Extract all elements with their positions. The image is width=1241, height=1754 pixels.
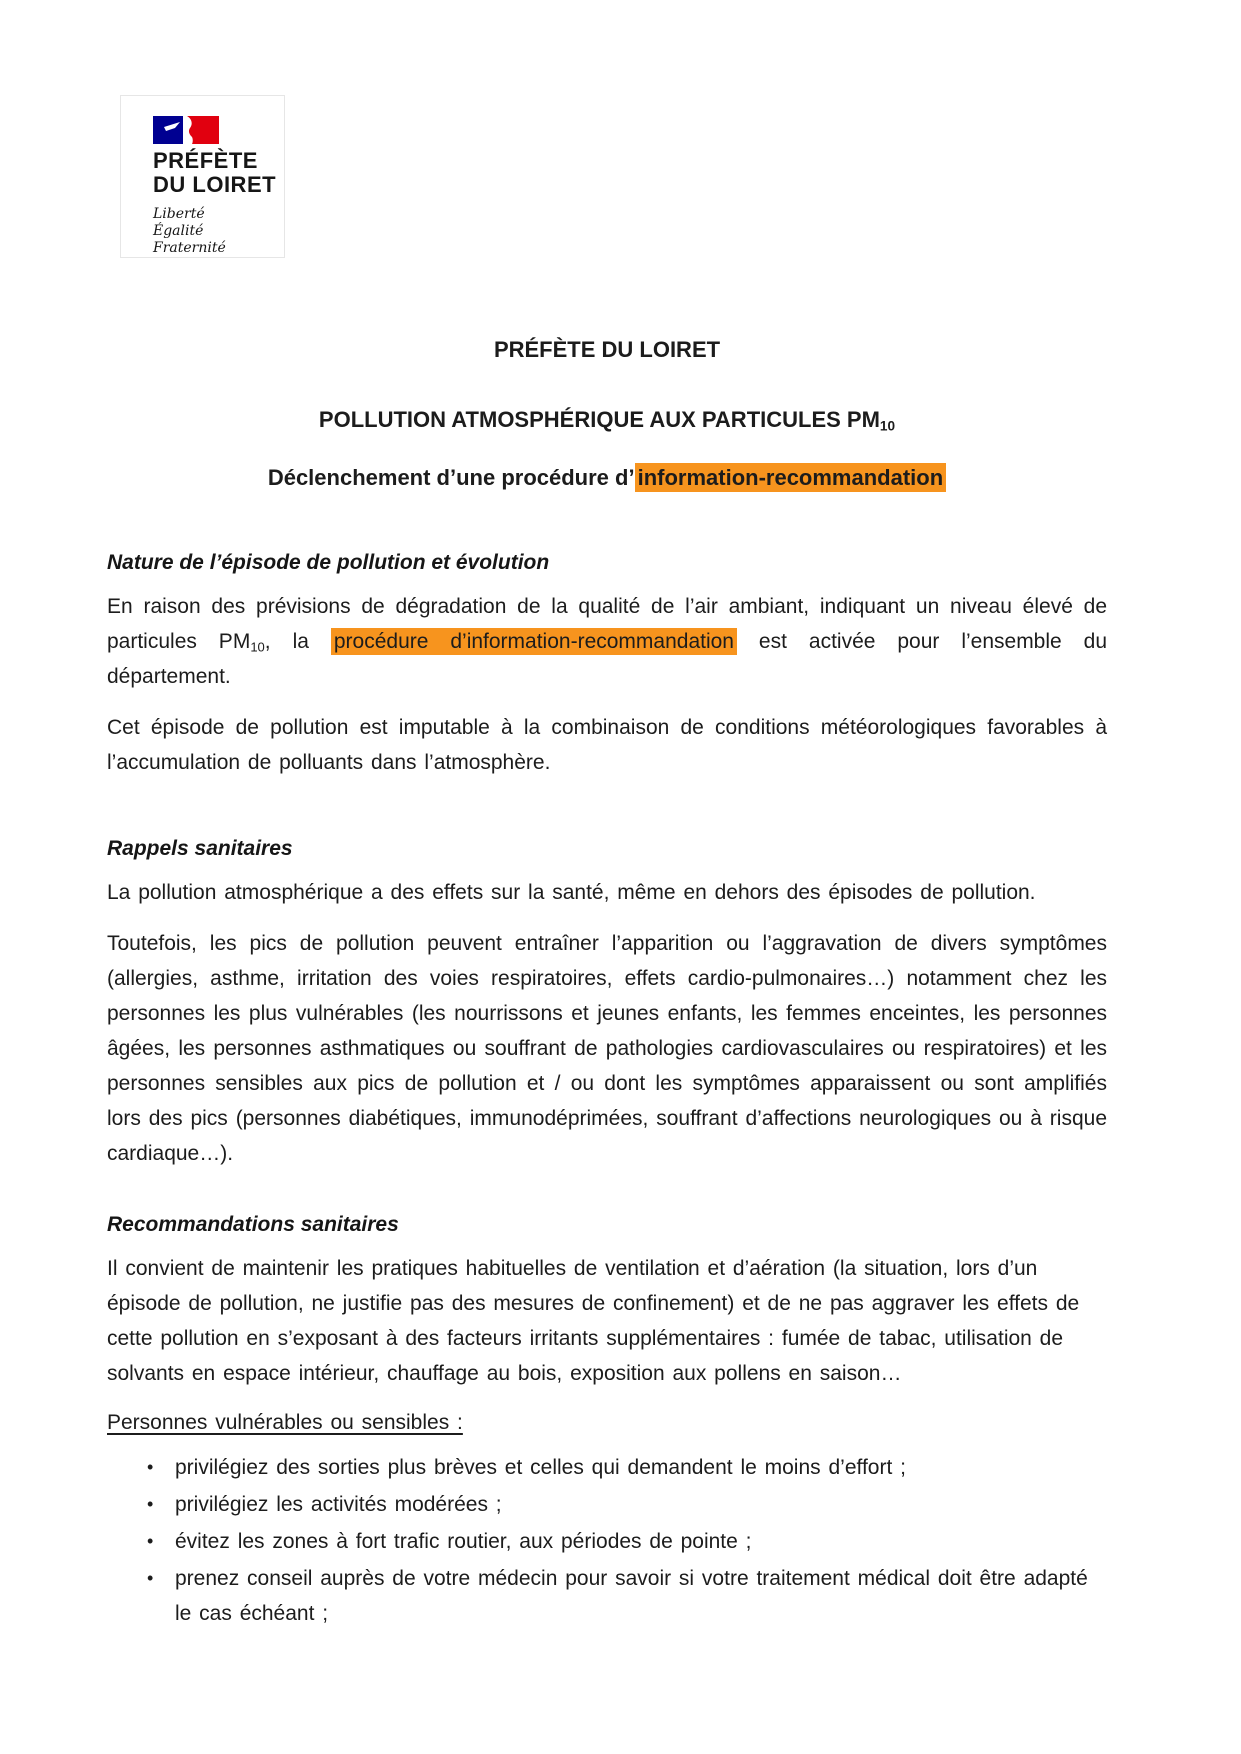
- paragraph-rappels-2: Toutefois, les pics de pollution peuvent entraîner l’apparition ou l’aggravation de divers symptômes (allergies, asthme, irritation des voies respiratoires, effets cardio-pulmonaires…) notamment chez les personnes les plus vulnérables (les nourrissons et jeunes enfants, les femmes enceintes, les personnes âgées, les personnes asthmatiques ou souffrant de pathologies cardiovasculaires ou respiratoires) et les personnes sensibles aux pics de pollution et / ou dont les symptômes apparaissent ou sont amplifiés lors des pics (personnes diabétiques, immunodéprimées, souffrant d’affections neurologiques ou à risque cardiaque…).: [107, 932, 1107, 1165]
- paragraph-nature-2: Cet épisode de pollution est imputable à la combinaison de conditions météorologiques favorables à l’accumulation de polluants dans l’atmosphère.: [107, 716, 1107, 774]
- paragraph-recommandations-1: Il convient de maintenir les pratiques habituelles de ventilation et d’aération (la situation, lors d’un épisode de pollution, ne justifie pas des mesures de confinement) et de ne pas aggraver les effets de cette pollution en s’exposant à des facteurs irritants supplémentaires : fumée de tabac, utilisation de solvants en espace intérieur, chauffage au bois, exposition aux pollens en saison…: [107, 1257, 1080, 1385]
- section-heading-recommandations: Recommandations sanitaires: [107, 1213, 399, 1236]
- section-heading-rappels: Rappels sanitaires: [107, 837, 293, 860]
- list-item: • prenez conseil auprès de votre médecin pour savoir si votre traitement médical doit être adapté le cas échéant ;: [107, 1561, 1107, 1631]
- list-item: • évitez les zones à fort trafic routier, aux périodes de pointe ;: [107, 1524, 1107, 1559]
- paragraph-rappels-1: La pollution atmosphérique a des effets sur la santé, même en dehors des épisodes de pollution.: [107, 881, 1036, 904]
- procedure-title-text: Déclenchement d’une procédure d’: [267, 465, 635, 490]
- document-subtitle: [107, 407, 1107, 433]
- paragraph-nature-1: [107, 589, 1107, 694]
- procedure-highlight: procédure d’information-recommandation: [331, 628, 737, 655]
- motto-line: Liberté: [153, 206, 205, 222]
- list-item: • privilégiez des sorties plus brèves et celles qui demandent le moins d’effort ;: [107, 1450, 1107, 1485]
- list-item: • privilégiez les activités modérées ;: [107, 1487, 1107, 1522]
- procedure-title-highlight: information-recommandation: [635, 463, 947, 492]
- logo-name-line2: DU LOIRET: [153, 172, 277, 197]
- paragraph-text: est activée pour l’ensemble du département.: [107, 630, 1108, 688]
- section-heading-nature: Nature de l’épisode de pollution et évolution: [107, 551, 550, 574]
- procedure-title: [107, 461, 1107, 494]
- subheading-personnes-vulnerables: Personnes vulnérables ou sensibles :: [107, 1411, 463, 1434]
- document-title: PRÉFÈTE DU LOIRET: [493, 337, 721, 362]
- pm10-subscript: 10: [250, 639, 265, 655]
- subtitle-text: POLLUTION ATMOSPHÉRIQUE AUX PARTICULES PM: [318, 407, 880, 432]
- motto-line: Égalité: [153, 223, 204, 239]
- recommendations-list: [107, 1450, 1107, 1631]
- motto-line: Fraternité: [153, 240, 226, 256]
- logo-name-line1: PRÉFÈTE: [153, 148, 258, 173]
- paragraph-text: En raison des prévisions de dégradation de la qualité de l’air ambiant, indiquant un niveau élevé de particules PM: [107, 595, 1107, 653]
- pm10-subscript: 10: [879, 418, 896, 434]
- document-content: [107, 0, 1107, 1631]
- paragraph-text: , la: [264, 630, 331, 653]
